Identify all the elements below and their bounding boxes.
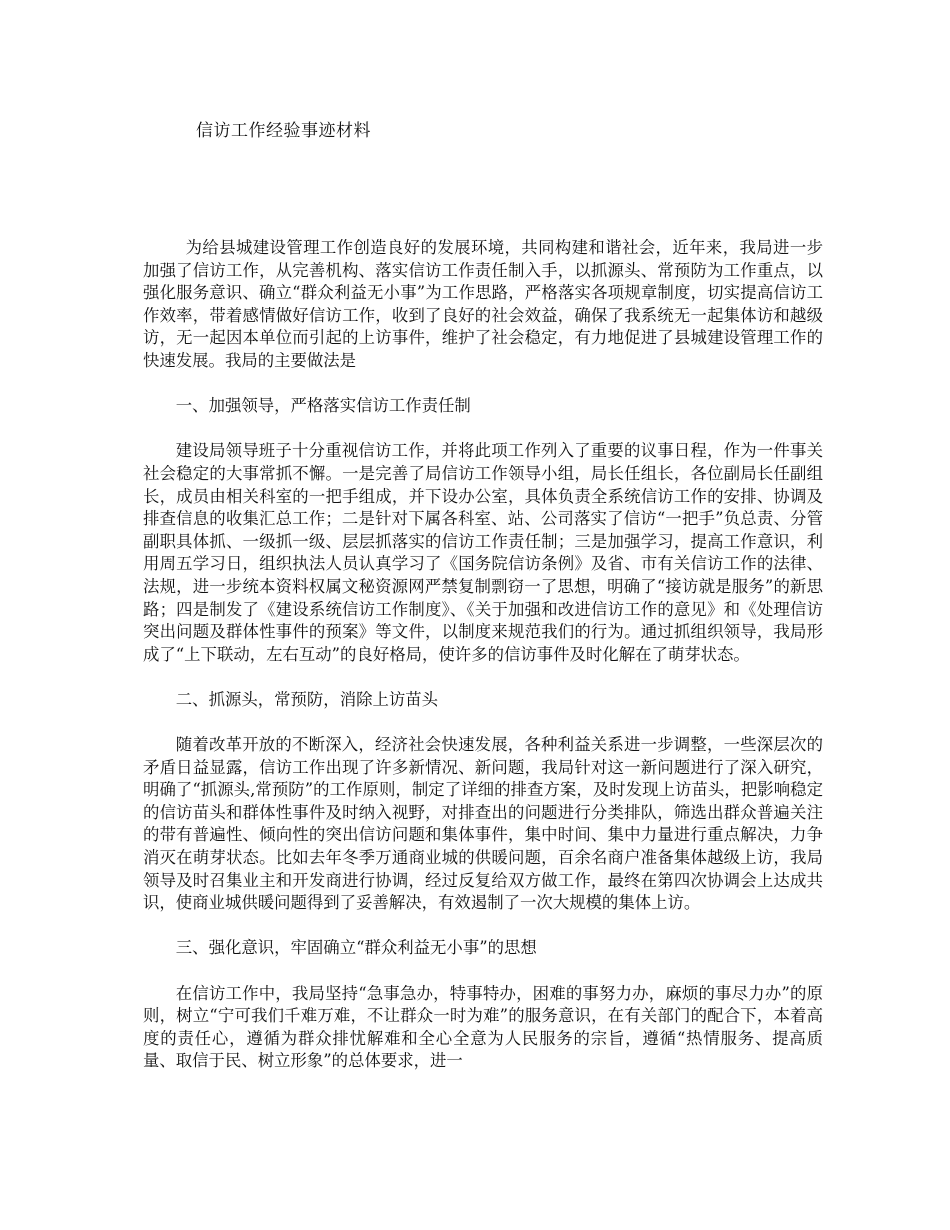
section-1-paragraph: 建设局领导班子十分重视信访工作，并将此项工作列入了重要的议事日程，作为一件事关社会稳定的大事常抓不懈。一是完善了局信访工作领导小组，局长任组长，各位副局长任副组长，成员由相关科室的一把手组成，并下设办公室，具体负责全系统信访工作的安排、协调及排查信息的收集汇总工作；二是针对下属各科室、站、公司落实了信访“一把手”负总责、分管副职具体抓、一级抓一级、层层抓落实的信访工作责任制；三是加强学习，提高工作意识，利用周五学习日，组织执法人员认真学习了《国务院信访条例》及省、市有关信访工作的法律、法规，进一步统本资料权属文秘资源网严禁复制剽窃一了思想，明确了“接访就是服务”的新思路；四是制发了《建设系统信访工作制度》、《关于加强和改进信访工作的意见》和《处理信访突出问题及群体性事件的预案》等文件，以制度来规范我们的行为。通过抓组织领导，我局形成了“上下联动，左右互动”的良好格局，使许多的信访事件及时化解在了萌芽状态。 (143, 441, 823, 664)
paragraph-gap (143, 711, 823, 734)
section-1-heading: 一、加强领导，严格落实信访工作责任制 (175, 396, 471, 416)
paragraph-gap (143, 418, 823, 441)
paragraph-gap (143, 666, 823, 689)
paragraph-gap (143, 373, 823, 396)
section-2-heading: 二、抓源头，常预防，消除上访苗头 (175, 689, 439, 709)
paragraph-gap (143, 915, 823, 938)
section-3-heading: 三、强化意识，牢固确立“群众利益无小事”的思想 (175, 938, 537, 958)
document-body (143, 237, 823, 1073)
intro-paragraph: 为给县城建设管理工作创造良好的发展环境，共同构建和谐社会，近年来，我局进一步加强了信访工作，从完善机构、落实信访工作责任制入手，以抓源头、常预防为工作重点，以强化服务意识、确立“群众利益无小事”为工作思路，严格落实各项规章制度，切实提高信访工作效率，带着感情做好信访工作，收到了良好的社会效益，确保了我系统无一起集体访和越级访，无一起因本单位而引起的上访事件，维护了社会稳定，有力地促进了县城建设管理工作的快速发展。我局的主要做法是 (143, 238, 823, 370)
section-2-paragraph: 随着改革开放的不断深入，经济社会快速发展，各种利益关系进一步调整，一些深层次的矛盾日益显露，信访工作出现了许多新情况、新问题，我局针对这一新问题进行了深入研究，明确了“抓源头,常预防”的工作原则，制定了详细的排查方案，及时发现上访苗头，把影响稳定的信访苗头和群体性事件及时纳入视野，对排查出的问题进行分类排队，筛选出群众普遍关注的带有普遍性、倾向性的突出信访问题和集体事件，集中时间、集中力量进行重点解决，力争消灭在萌芽状态。比如去年冬季万通商业城的供暖问题，百余名商户准备集体越级上访，我局领导及时召集业主和开发商进行协调，经过反复给双方做工作，最终在第四次协调会上达成共识，使商业城供暖问题得到了妥善解决，有效遏制了一次大规模的集体上访。 (143, 735, 823, 913)
section-3-paragraph: 在信访工作中，我局坚持“急事急办，特事特办，困难的事努力办，麻烦的事尽力办”的原则，树立“宁可我们千难万难，不让群众一时为难”的服务意识，在有关部门的配合下，本着高度的责任心，遵循为群众排忧解难和全心全意为人民服务的宗旨，遵循“热情服务、提高质量、取信于民、树立形象”的总体要求，进一 (143, 983, 823, 1071)
document-title: 信访工作经验事迹材料 (196, 121, 371, 141)
paragraph-gap (143, 960, 823, 983)
